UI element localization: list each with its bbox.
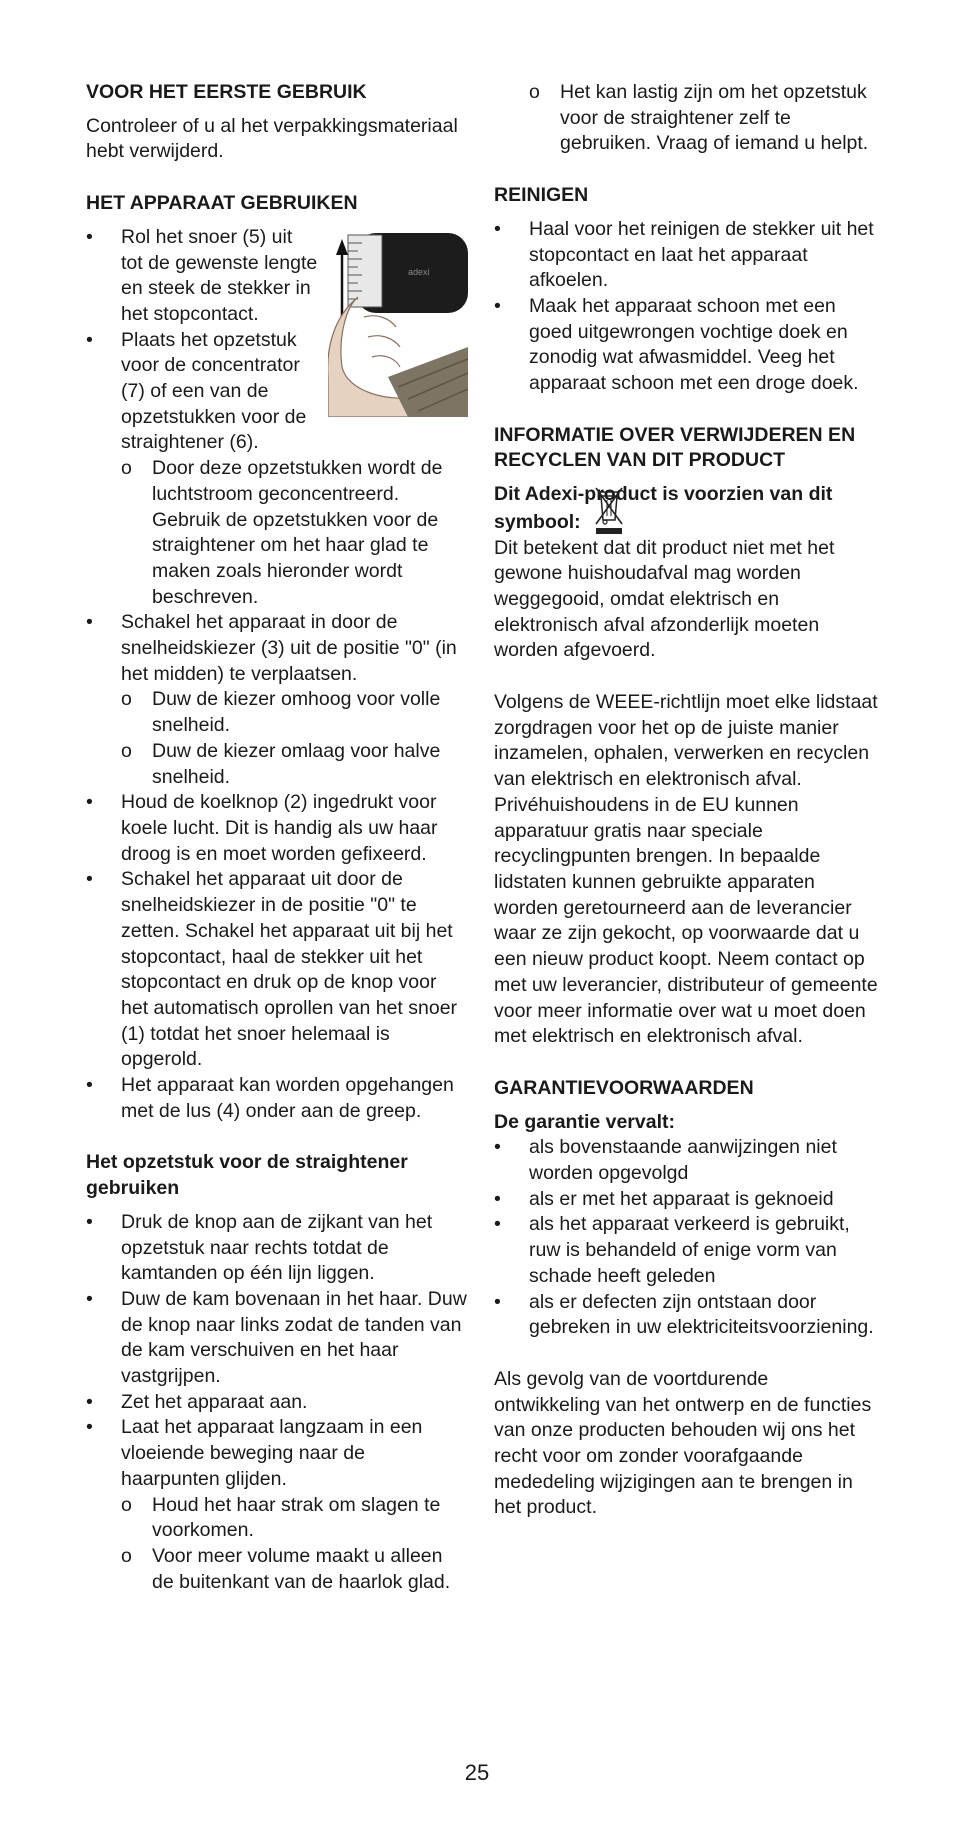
symbol-label: symbool: — [494, 510, 581, 533]
list-item-text: Rol het snoer (5) uit tot de gewenste lengte en steek de stekker in het stopcontact. — [121, 225, 318, 325]
list-item: • Haal voor het reinigen de stekker uit het stopcontact en laat het apparaat afkoelen. — [494, 217, 878, 294]
list-item: • Maak het apparaat schoon met een goed uitgewrongen vochtige doek en zonodig wat afwasmiddel. Veeg het apparaat schoon met een droge doek. — [494, 294, 878, 397]
section-title-recycling: INFORMATIE OVER VERWIJDEREN EN RECYCLEN VAN DIT PRODUCT — [494, 423, 856, 472]
sub-list — [121, 1493, 468, 1596]
right-column — [494, 80, 878, 1521]
sub-list — [121, 687, 468, 790]
straightener-list — [86, 1210, 468, 1596]
recycling-bold-line: Dit Adexi-product is voorzien van dit — [494, 483, 833, 506]
list-item-text: Laat het apparaat langzaam in een vloeiende beweging naar de haarpunten glijden. — [121, 1416, 423, 1490]
section-title-first-use: VOOR HET EERSTE GEBRUIK — [86, 81, 367, 103]
list-item: • Zet het apparaat aan. — [86, 1390, 468, 1416]
list-item — [86, 328, 468, 611]
final-paragraph: Als gevolg van de voortdurende ontwikkeling van het ontwerp en de functies van onze producten behouden wij ons het recht voor om zonder voorafgaande mededeling wijzigingen aan te brengen in het product. — [494, 1367, 872, 1519]
recycling-paragraph-1: Dit betekent dat dit product niet met het gewone huishoudafval mag worden weggegooid, omdat elektrisch en elektronisch afval afzonderlijk moeten worden afgevoerd. — [494, 536, 835, 662]
warranty-subtitle: De garantie vervalt: — [494, 1110, 675, 1133]
list-item: • als het apparaat verkeerd is gebruikt, ruw is behandeld of enige vorm van schade heeft geleden — [494, 1212, 878, 1289]
sub-list-item: o Door deze opzetstukken wordt de luchtstroom geconcentreerd. Gebruik de opzetstukken voor de straightener om het haar glad te maken zoals hieronder wordt beschreven. — [121, 456, 468, 610]
section-title-cleaning: REINIGEN — [494, 184, 589, 207]
list-item-text: Schakel het apparaat in door de snelheidskiezer (3) uit de positie "0" (in het midden) te verplaatsen. — [121, 611, 457, 685]
recycling-paragraph-2: Volgens de WEEE-richtlijn moet elke lidstaat zorgdragen voor het op de juiste manier inzamelen, ophalen, verwerken en recyclen van elektrisch en elektronisch afval. Privéhuishoudens in de EU kunnen apparatuur gratis naar speciale recyclingpunten brengen. In bepaalde lidstaten kunnen gebruikte apparaten worden geretourneerd aan de leverancier waar ze zijn gekocht, op voorwaarde dat u een nieuw product koopt. Neem contact op met uw leverancier, distributeur of gemeente voor meer informatie over wat u moet doen met elektrisch en elektronisch afval. — [494, 691, 878, 1048]
list-item-text: Plaats het opzetstuk voor de concentrator (7) of een van de opzetstukken voor de straightener (6). — [121, 328, 307, 454]
left-column — [86, 80, 468, 1595]
list-item: • als er defecten zijn ontstaan door gebreken in uw elektriciteitsvoorziening. — [494, 1290, 878, 1341]
recycling-symbol-line — [494, 510, 878, 536]
list-item: • Houd de koelknop (2) ingedrukt voor koele lucht. Dit is handig als uw haar droog is en moet worden gefixeerd. — [86, 790, 468, 867]
section-title-warranty: GARANTIEVOORWAARDEN — [494, 1076, 754, 1099]
crossed-out-wheelie-bin-icon — [592, 486, 626, 536]
first-use-text: Controleer of u al het verpakkingsmateriaal hebt verwijderd. — [86, 114, 458, 163]
list-item — [86, 225, 468, 328]
page-number: 25 — [464, 1760, 490, 1785]
sub-list-item: o Houd het haar strak om slagen te voorkomen. — [121, 1493, 468, 1544]
sub-list-item: o Voor meer volume maakt u alleen de buitenkant van de haarlok glad. — [121, 1544, 468, 1595]
continued-sub-list — [494, 80, 878, 157]
list-item: • Druk de knop aan de zijkant van het opzetstuk naar rechts totdat de kamtanden op één lijn liggen. — [86, 1210, 468, 1287]
svg-text:adexi: • adexi — [408, 266, 430, 277]
sub-list-item: o Duw de kiezer omhoog voor volle snelheid. — [121, 687, 468, 738]
sub-list — [121, 456, 468, 610]
section-title-straightener: Het opzetstuk voor de straightener gebruiken — [86, 1151, 408, 1200]
list-item: • als bovenstaande aanwijzingen niet worden opgevolgd — [494, 1135, 878, 1186]
warranty-list — [494, 1135, 878, 1341]
section-title-using-device: HET APPARAAT GEBRUIKEN — [86, 192, 358, 215]
sub-list-item: o Duw de kiezer omlaag voor halve snelheid. — [121, 739, 468, 790]
list-item: • Duw de kam bovenaan in het haar. Duw de knop naar links zodat de tanden van de kam verschuiven en het haar vastgrijpen. — [86, 1287, 468, 1390]
list-item: • als er met het apparaat is geknoeid — [494, 1187, 878, 1213]
list-item — [86, 610, 468, 790]
cleaning-list — [494, 217, 878, 397]
list-item: • Het apparaat kan worden opgehangen met de lus (4) onder aan de greep. — [86, 1073, 468, 1124]
using-device-list — [86, 225, 468, 1125]
list-item — [86, 1415, 468, 1595]
list-item: • Schakel het apparaat uit door de snelheidskiezer in de positie "0" te zetten. Schakel het apparaat uit bij het stopcontact, haal de stekker uit het stopcontact en druk op de knop voor het automatisch oprollen van het snoer (1) totdat het snoer helemaal is opgerold. — [86, 867, 468, 1073]
sub-list-item: o Het kan lastig zijn om het opzetstuk voor de straightener zelf te gebruiken. Vraag of iemand u helpt. — [529, 80, 878, 157]
